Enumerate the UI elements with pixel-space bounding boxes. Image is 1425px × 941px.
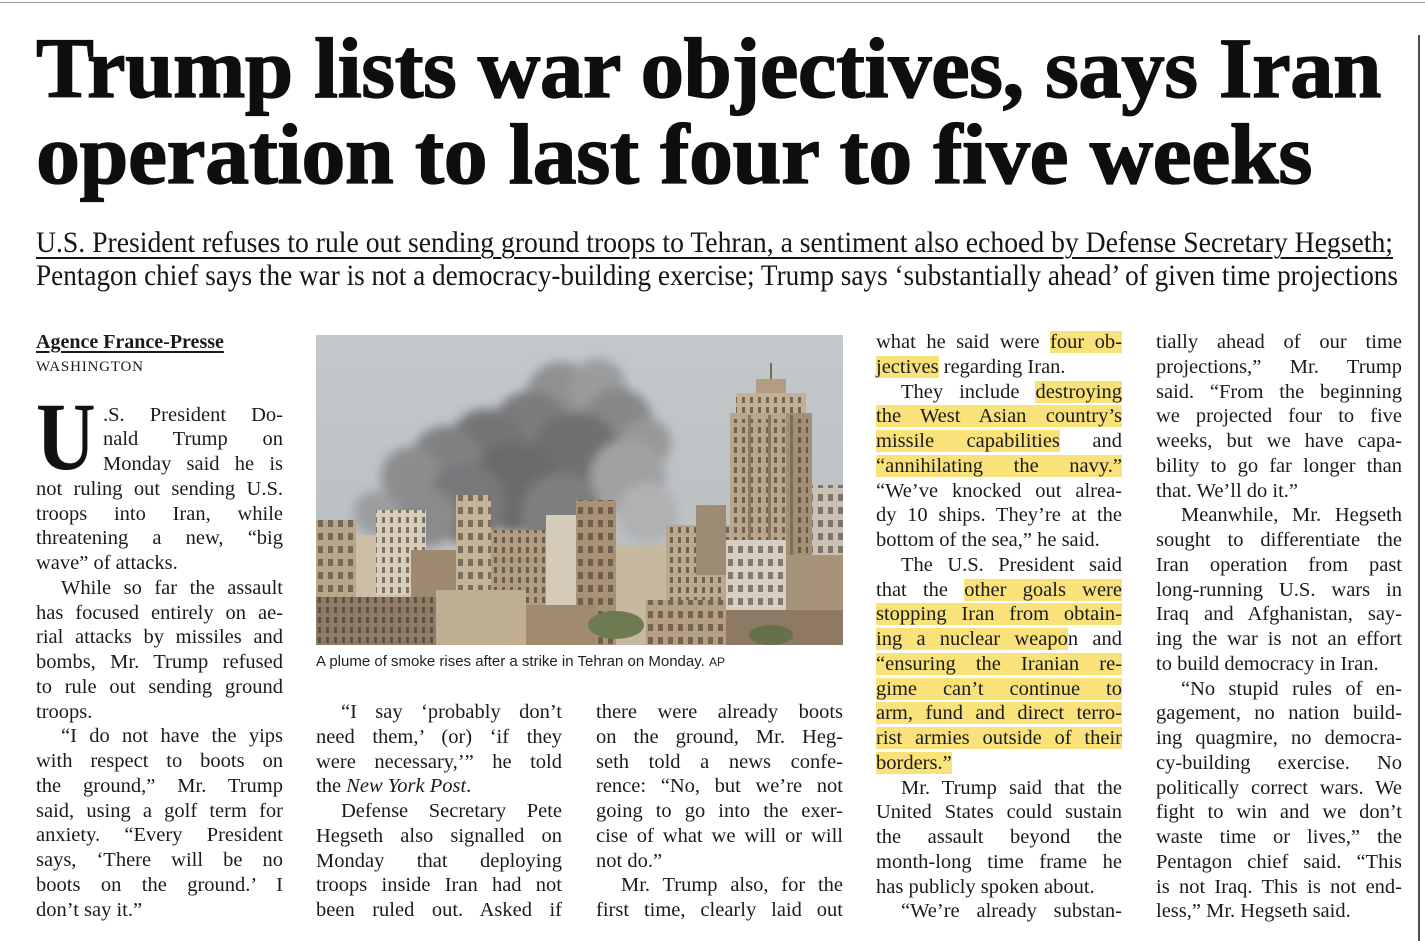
text-line: Meanwhile, Mr. Hegseth (1181, 504, 1402, 527)
text-line: wave” of attacks. (36, 552, 178, 574)
text-line: said. “From the beginning (1156, 380, 1402, 403)
headline-line-1: Trump lists war objectives, says Iran (36, 20, 1381, 116)
paragraph (316, 799, 562, 923)
text-line: “We’re already substan- (901, 900, 1122, 923)
text-line: gagement, no nation build- (1156, 702, 1402, 725)
text-line (876, 454, 1122, 479)
highlighted-text: borders.” (876, 751, 952, 774)
text-line: bility to go far longer than (1156, 454, 1402, 477)
photo-credit: AP (708, 655, 725, 669)
paragraph (876, 553, 1122, 776)
text-line: not ruling out sending U.S. (36, 477, 283, 500)
paragraph (876, 899, 1122, 924)
text-line: troops into Iran, while (36, 502, 283, 525)
news-photo (316, 335, 843, 645)
text-line: Iran operation from past (1156, 553, 1402, 576)
deck-line-1: U.S. President refuses to rule out sending ground troops to Tehran, a sentiment also echoed by Defense Secretary Hegseth; (36, 226, 1393, 259)
dateline: WASHINGTON (36, 358, 144, 375)
text-line: ing the war is not an effort (1156, 628, 1402, 650)
text-line: anxiety. “Every President (36, 824, 283, 847)
text-line: need them,’ (or) ‘if they (316, 725, 562, 748)
text-line (876, 726, 1122, 751)
text-line: dy 10 ships. They’re at the (876, 504, 1122, 527)
text-line: Iraq and Afghanistan, say- (1156, 603, 1402, 626)
text-line (876, 677, 1122, 702)
text-line: nald Trump on (103, 428, 283, 451)
text-line: there were already boots (596, 701, 843, 723)
text-line: said, using a golf term for (36, 799, 283, 822)
paragraph (596, 700, 843, 873)
text-segment: the (316, 775, 347, 798)
text-line: “No stupid rules of en- (1181, 677, 1402, 700)
text-line: projections,” Mr. Trump (1156, 355, 1402, 378)
deck-line-1-box (36, 226, 1393, 259)
text-line: on the ground, Mr. Heg- (596, 725, 843, 748)
text-line: threatening a new, “big (36, 527, 283, 550)
text-line (876, 701, 1122, 726)
deck-line-2: Pentagon chief says the war is not a democracy-building exercise; Trump says ‘substantially ahead’ of given time projections (36, 259, 1398, 292)
tower-building (730, 363, 812, 563)
highlighted-text: arm, fund and direct terro- (876, 702, 1122, 725)
paragraph (36, 724, 283, 922)
paragraph (36, 576, 283, 725)
text-line: we projected four to five (1156, 405, 1402, 428)
article-column-4 (876, 330, 1122, 924)
text-line: rence: “No, but we’re not (596, 775, 843, 798)
deck-subheading (36, 226, 1398, 292)
highlighted-text: gime can’t continue to (876, 677, 1122, 700)
headline-line-2: operation to last four to five weeks (36, 106, 1313, 202)
paragraph (1156, 503, 1402, 676)
text-line: bottom of the sea,” he said. (876, 529, 1100, 551)
text-line: long-running U.S. wars in (1156, 578, 1402, 601)
top-rule (0, 2, 1425, 3)
text-line: The U.S. President said (901, 553, 1122, 576)
highlighted-text: “annihilating the navy.” (876, 454, 1122, 477)
text-line (876, 602, 1122, 627)
text-line: United States could sustain (876, 801, 1122, 824)
text-line: going to go into the exer- (596, 800, 843, 822)
highlighted-text: jectives (876, 355, 939, 378)
text-line: to rule out sending ground (36, 675, 283, 698)
paragraph (876, 776, 1122, 900)
text-line: has focused entirely on ae- (36, 601, 283, 624)
text-line (316, 774, 562, 799)
text-line: Mr. Trump said that the (901, 776, 1122, 799)
text-line (876, 355, 1122, 380)
highlighted-text: destroying (1035, 380, 1122, 403)
italic-text: New York Post (346, 775, 467, 798)
highlighted-text: “ensuring the Iranian re- (876, 652, 1122, 675)
text-line (876, 751, 1122, 776)
text-line: Defense Secretary Pete (341, 800, 562, 822)
headline (36, 20, 1381, 202)
article-column-1 (36, 330, 283, 922)
headline-line-1-box (36, 20, 1381, 116)
article-column-5 (1156, 330, 1402, 924)
text-segment: regarding Iran. (938, 355, 1066, 378)
text-line (876, 429, 1122, 454)
text-line: is not Iraq. This is not end- (1156, 875, 1402, 898)
text-line: bombs, Mr. Trump refused (36, 651, 283, 673)
text-line: Monday said he is (103, 453, 283, 475)
highlighted-text: ing a nuclear weapo (876, 628, 1068, 650)
highlighted-text: the West Asian country’s (876, 405, 1122, 428)
article-column-2 (316, 700, 562, 923)
highlighted-text: four ob- (1050, 331, 1122, 353)
highlighted-text: missile capabilities (876, 430, 1060, 452)
photo-caption (316, 652, 843, 672)
photo-illustration (316, 335, 843, 645)
text-line: politically correct wars. We (1156, 776, 1402, 799)
text-segment: and (1059, 430, 1122, 452)
text-line (876, 652, 1122, 677)
text-line: month-long time frame he (876, 850, 1122, 873)
drop-cap: U (36, 382, 96, 490)
text-segment: . (466, 775, 472, 798)
text-line: weeks, but we have capa- (1156, 430, 1402, 452)
text-line: less,” Mr. Hegseth said. (1156, 900, 1351, 923)
text-segment: what he said were (876, 331, 1051, 353)
text-segment: that the (876, 578, 965, 601)
paragraph (876, 380, 1122, 553)
text-line: cy-building exercise. No (1156, 751, 1402, 774)
text-line: While so far the assault (61, 576, 283, 599)
text-line: fight to win and we don’t (1156, 801, 1402, 824)
text-line: .S. President Do- (103, 403, 283, 426)
paragraph (1156, 677, 1402, 925)
text-line: “I do not have the yips (61, 725, 283, 748)
text-line: “I say ‘probably don’t (341, 701, 562, 723)
text-segment: They include (901, 380, 1036, 403)
article-column-3 (596, 700, 843, 923)
highlighted-text: other goals were (964, 578, 1122, 601)
text-line: the ground,” Mr. Trump (36, 774, 283, 797)
text-line: with respect to boots on (36, 750, 283, 772)
text-line (876, 380, 1122, 405)
text-line: troops inside Iran had not (316, 874, 562, 897)
byline-agency: Agence France-Presse (36, 331, 224, 353)
paragraph (596, 873, 843, 923)
text-line: seth told a news confe- (596, 750, 843, 773)
text-line: has publicly spoken about. (876, 875, 1095, 898)
text-line: Monday that deploying (316, 849, 562, 872)
paragraph (876, 330, 1122, 380)
text-line: ing quagmire, no democra- (1156, 727, 1402, 749)
text-line: not do.” (596, 849, 663, 872)
text-line: Mr. Trump also, for the (621, 874, 843, 897)
paragraph (36, 382, 283, 576)
text-line: cise of what we will or will (596, 824, 843, 847)
text-line: been ruled out. Asked if (316, 899, 562, 921)
text-line: waste time or lives,” the (1156, 826, 1402, 848)
text-segment: n and (1067, 628, 1122, 650)
text-line: tially ahead of our time (1156, 331, 1402, 353)
text-line: the assault beyond the (876, 826, 1122, 848)
paragraph (1156, 330, 1402, 503)
text-line: Hegseth also signalled on (316, 824, 562, 847)
text-line: don’t say it.” (36, 898, 143, 921)
text-line: boots on the ground.’ I (36, 873, 283, 896)
text-line (876, 404, 1122, 429)
text-line: were necessary,’” he told (316, 750, 562, 773)
highlighted-text: rist armies outside of their (876, 727, 1122, 749)
text-line: says, ‘There will be no (36, 849, 283, 871)
text-line: to build democracy in Iran. (1156, 652, 1379, 675)
text-line (876, 627, 1122, 652)
text-line: sought to differentiate the (1156, 529, 1402, 551)
highlighted-text: stopping Iran from obtain- (876, 603, 1122, 626)
text-line (876, 330, 1122, 355)
deck-line-2-box (36, 259, 1398, 292)
headline-line-2-box (36, 106, 1313, 202)
text-line: first time, clearly laid out (596, 899, 843, 921)
paragraph (316, 700, 562, 799)
text-line (876, 578, 1122, 603)
text-line: “We’ve knocked out alrea- (876, 479, 1122, 502)
text-line: that. We’ll do it.” (1156, 479, 1299, 502)
column-rule (1418, 35, 1420, 941)
text-line: Pentagon chief said. “This (1156, 850, 1402, 873)
text-line: rial attacks by missiles and (36, 626, 283, 649)
text-line: troops. (36, 700, 93, 723)
caption-text: A plume of smoke rises after a strike in Tehran on Monday. (316, 653, 705, 670)
